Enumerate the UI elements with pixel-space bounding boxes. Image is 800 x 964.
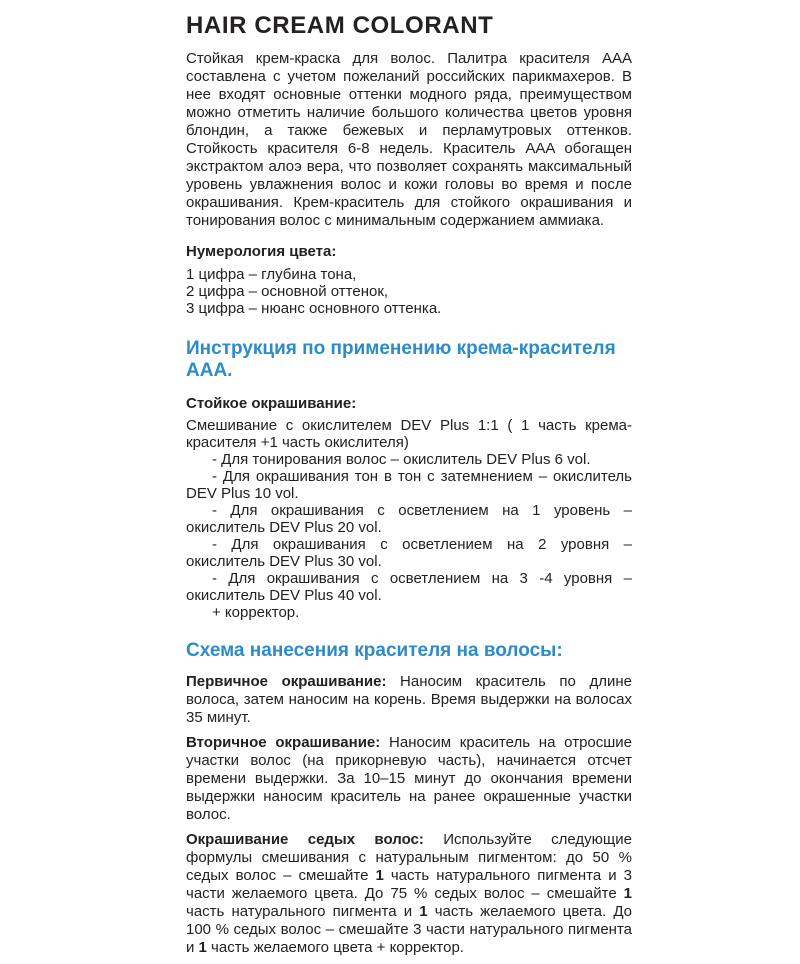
corrector-note: + корректор. <box>212 604 300 621</box>
intro-paragraph: Стойкая крем-краска для волос. Палитра красителя AAA составлена с учетом пожеланий российских парикмахеров. В нее входят основные оттенки модного ряда, преимуществом можно отметить наличие большого количества цветов уровня блондин, а также бежевых и перламутровых оттенков. Стойкость красителя 6-8 недель. Краситель AAA обогащен экстрактом алоэ вера, что позволяет сохранять максимальный уровень увлажнения волос и кожи головы во время и после окрашивания. Крем-краситель для стойкого окрашивания и тонирования волос с минимальным содержанием аммиака. <box>186 50 632 229</box>
mixing-paragraph: Смешивание с окислителем DEV Plus 1:1 ( 1 часть крема-красителя +1 часть окислителя) <box>186 417 632 451</box>
para-primary-coloring: Первичное окрашивание: Наносим краситель по длине волоса, затем наносим на корень. Время выдержки на волосах 35 минут. <box>186 673 632 726</box>
numerology-item: 2 цифра – основной оттенок, <box>186 283 389 300</box>
oxidizer-option: - Для окрашивания с осветлением на 3 -4 уровня – окислитель DEV Plus 40 vol. <box>186 570 632 604</box>
instructions-heading: Инструкция по применению крема-красителя AAA. <box>186 338 616 381</box>
oxidizer-option: - Для тонирования волос – окислитель DEV Plus 6 vol. <box>212 451 591 468</box>
para-secondary-coloring: Вторичное окрашивание: Наносим краситель на отросшие участки волос (на прикорневую часть), начинается отсчет времени выдержки. За 10–15 минут до окончания времени выдержки наносим краситель на ранее окрашенные участки волос. <box>186 734 633 823</box>
page-title: HAIR CREAM COLORANT <box>186 12 494 39</box>
numerology-item: 3 цифра – нюанс основного оттенка. <box>186 300 442 317</box>
para-gray-hair-coloring: Окрашивание седых волос: Используйте следующие формулы смешивания с натуральным пигментом: до 50 % седых волос – смешайте 1 часть натурального пигмента и 3 части желаемого цвета. До 75 % седых волос – смешайте 1 часть натурального пигмента и 1 часть желаемого цвета. До 100 % седых волос – смешайте 3 части натурального пигмента и 1 часть желаемого цвета + корректор. <box>186 831 632 956</box>
numerology-list <box>186 266 632 317</box>
oxidizer-option: - Для окрашивания с осветлением на 2 уровня – окислитель DEV Plus 30 vol. <box>186 536 632 570</box>
document-page <box>186 12 632 964</box>
permanent-dye-subheading: Стойкое окрашивание: <box>186 395 357 412</box>
oxidizer-options-list <box>186 451 632 621</box>
application-heading: Схема нанесения красителя на волосы: <box>186 640 563 661</box>
oxidizer-option: - Для окрашивания с осветлением на 1 уровень – окислитель DEV Plus 20 vol. <box>186 502 632 536</box>
numerology-item: 1 цифра – глубина тона, <box>186 266 357 283</box>
oxidizer-option: - Для окрашивания тон в тон с затемнением – окислитель DEV Plus 10 vol. <box>186 468 632 502</box>
numerology-heading: Нумерология цвета: <box>186 243 337 260</box>
